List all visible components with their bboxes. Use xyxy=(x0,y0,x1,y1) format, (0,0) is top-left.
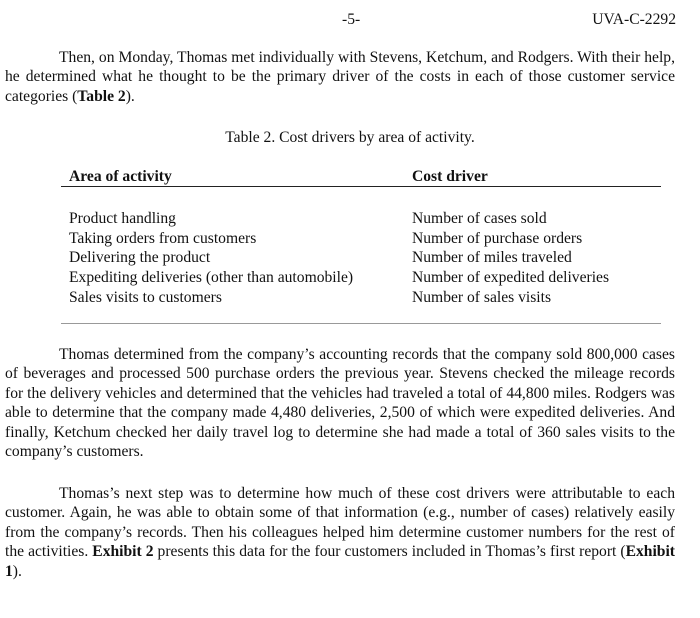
column-header-driver: Cost driver xyxy=(412,168,488,185)
table-body xyxy=(61,209,661,307)
exhibit-2-reference: Exhibit 2 xyxy=(92,543,154,561)
paragraph-next-step-end: ). xyxy=(12,562,22,580)
page-number: -5- xyxy=(342,11,361,28)
paragraph-intro xyxy=(5,48,675,106)
paragraph-intro-end: ). xyxy=(125,87,135,105)
table-cell-driver: Number of miles traveled xyxy=(412,249,572,267)
table-row xyxy=(61,268,661,288)
paragraph-next-step-text: Thomas’s next step was to determine how much of these cost drivers were attributable to each customer. Again, he was able to obtain some of that information (e.g., number of cases) relatively easily from the company’s records. Then his colleagues helped him determine customer numbers for the rest of the activities. xyxy=(5,485,675,561)
paragraph-next-step-middle: presents this data for the four customers included in Thomas’s first report ( xyxy=(153,543,626,561)
paragraph-cost-data-text: Thomas determined from the company’s accounting records that the company sold 800,000 cases of beverages and processed 500 purchase orders the previous year. Stevens checked the mileage records for the delivery vehicles and determined that the vehicles had traveled a total of 44,800 miles. Rodgers was able to determine that the company made 4,480 deliveries, 2,500 of which were expedited deliveries. And finally, Ketchum checked her daily travel log to determine she had made a total of 360 sales visits to the company’s customers. xyxy=(5,346,675,461)
paragraph-intro-text: Then, on Monday, Thomas met individually with Stevens, Ketchum, and Rodgers. With their help, he determined what he thought to be the primary driver of the costs in each of those customer service categories ( xyxy=(5,49,675,105)
table-cell-driver: Number of cases sold xyxy=(412,210,547,227)
table-row xyxy=(61,288,661,308)
paragraph-next-step xyxy=(5,484,675,581)
column-header-area: Area of activity xyxy=(69,168,172,185)
table-cell-area: Expediting deliveries (other than automobile) xyxy=(69,269,354,287)
table-row xyxy=(61,248,661,268)
table-cell-driver: Number of purchase orders xyxy=(412,229,583,247)
table-caption: Table 2. Cost drivers by area of activity. xyxy=(225,129,475,146)
table-cell-area: Taking orders from customers xyxy=(69,229,257,247)
cost-driver-table xyxy=(61,168,661,307)
paragraph-cost-data xyxy=(5,345,675,461)
table-cell-area: Delivering the product xyxy=(69,249,211,267)
table-header-row xyxy=(61,168,661,187)
table-cell-driver: Number of expedited deliveries xyxy=(412,269,610,287)
table-row xyxy=(61,209,661,229)
table-reference: Table 2 xyxy=(77,87,126,105)
table-cell-area: Sales visits to customers xyxy=(69,288,222,306)
table-cell-driver: Number of sales visits xyxy=(412,288,552,306)
table-row xyxy=(61,229,661,249)
exhibit-1-reference: Exhibit 1 xyxy=(5,543,675,580)
table-cell-area: Product handling xyxy=(69,210,176,227)
table-bottom-rule xyxy=(61,323,661,324)
case-code: UVA-C-2292 xyxy=(592,11,676,28)
